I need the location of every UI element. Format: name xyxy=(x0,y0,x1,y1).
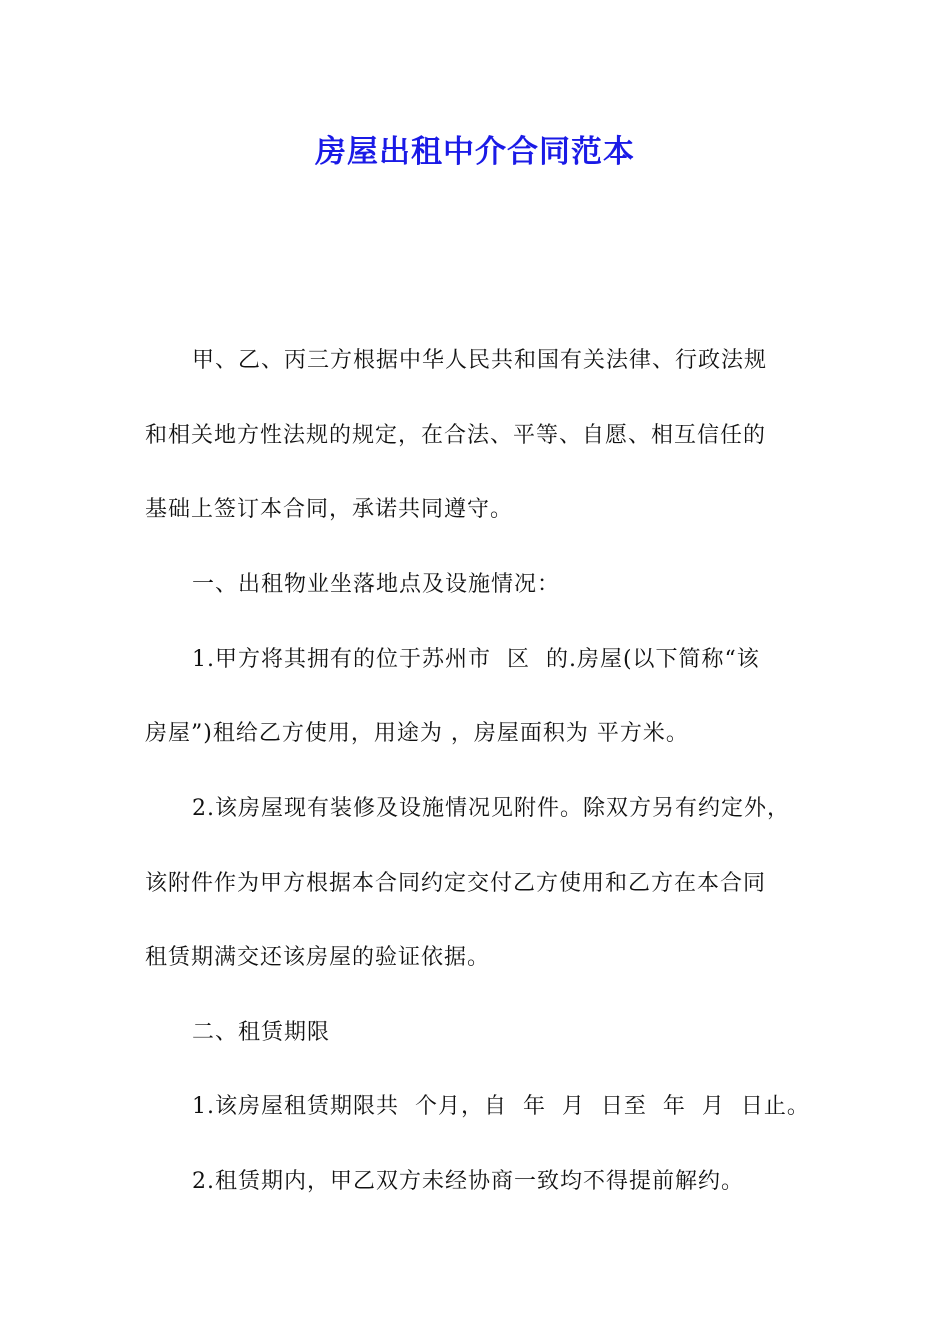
paragraph-line: 2.该房屋现有装修及设施情况见附件。除双方另有约定外， xyxy=(192,796,790,821)
paragraph-line: 房屋”)租给乙方使用，用途为 ，房屋面积为 平方米。 xyxy=(145,721,689,746)
paragraph-line: 1.该房屋租赁期限共 个月，自 年 月 日至 年 月 日止。 xyxy=(192,1094,810,1119)
document-title: 房屋出租中介合同范本 xyxy=(315,134,635,170)
paragraph-line: 甲、乙、丙三方根据中华人民共和国有关法律、行政法规 xyxy=(192,348,768,373)
section-heading: 二、租赁期限 xyxy=(192,1020,331,1045)
paragraph-line: 和相关地方性法规的规定，在合法、平等、自愿、相互信任的 xyxy=(145,423,767,448)
paragraph-line: 该附件作为甲方根据本合同约定交付乙方使用和乙方在本合同 xyxy=(145,871,767,896)
paragraph-line: 1.甲方将其拥有的位于苏州市 区 的.房屋(以下简称“该 xyxy=(192,647,760,672)
paragraph-line: 基础上签订本合同，承诺共同遵守。 xyxy=(145,497,514,522)
paragraph-line: 租赁期满交还该房屋的验证依据。 xyxy=(145,945,491,970)
paragraph-line: 2.租赁期内，甲乙双方未经协商一致均不得提前解约。 xyxy=(192,1169,744,1194)
section-heading: 一、出租物业坐落地点及设施情况： xyxy=(192,572,561,597)
